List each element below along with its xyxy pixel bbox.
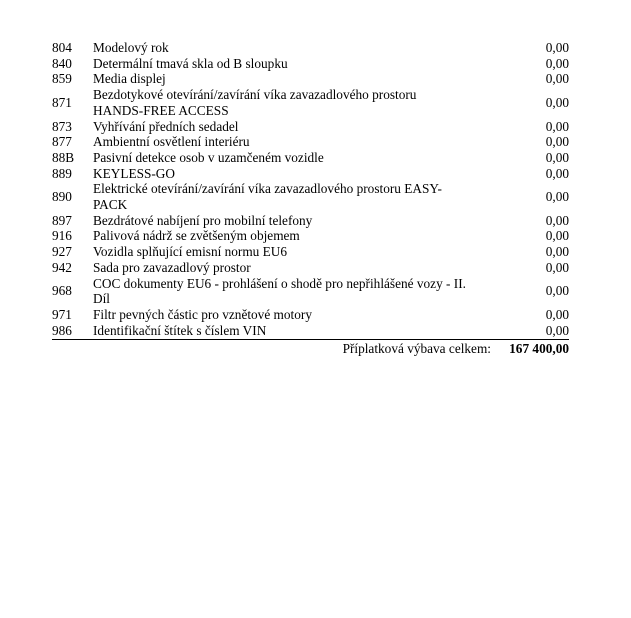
table-row	[52, 87, 569, 118]
item-description: KEYLESS-GO	[93, 165, 175, 181]
item-code: 927	[52, 244, 72, 260]
item-value: 0,00	[545, 283, 569, 299]
item-code: 890	[52, 189, 72, 205]
table-row	[52, 260, 569, 276]
item-description: Determální tmavá skla od B sloupku	[93, 55, 288, 71]
item-description: COC dokumenty EU6 - prohlášení o shodě pro nepřihlášené vozy - II. Díl	[93, 275, 466, 307]
item-description: Vozidla splňující emisní normu EU6	[93, 244, 288, 260]
item-value: 0,00	[545, 118, 569, 134]
total-label: Příplatková výbava celkem:	[342, 341, 491, 357]
item-description: Identifikační štítek s číslem VIN	[93, 322, 267, 338]
item-code: 88B	[52, 149, 75, 165]
item-code: 897	[52, 212, 72, 228]
item-description: Ambientní osvětlení interiéru	[93, 134, 250, 150]
item-description: Elektrické otevírání/zavírání víka zavazadlového prostoru EASY-PACK	[93, 181, 442, 213]
item-description: Filtr pevných částic pro vznětové motory	[93, 306, 312, 322]
item-value: 0,00	[545, 244, 569, 260]
table-row	[52, 228, 569, 244]
table-row	[52, 213, 569, 229]
item-code: 968	[52, 283, 72, 299]
item-code: 971	[52, 306, 72, 322]
item-description: Sada pro zavazadlový prostor	[93, 259, 251, 275]
item-code: 942	[52, 259, 72, 275]
equipment-rows	[52, 40, 569, 338]
item-code: 840	[52, 55, 72, 71]
item-description: Modelový rok	[93, 40, 169, 55]
table-row	[52, 40, 569, 56]
item-code: 986	[52, 322, 72, 338]
item-code: 859	[52, 71, 72, 87]
item-value: 0,00	[545, 165, 569, 181]
item-value: 0,00	[545, 149, 569, 165]
item-value: 0,00	[545, 189, 569, 205]
item-value: 0,00	[545, 134, 569, 150]
item-value: 0,00	[545, 259, 569, 275]
table-row	[52, 134, 569, 150]
item-description: Palivová nádrž se zvětšeným objemem	[93, 228, 300, 244]
item-description: Vyhřívání předních sedadel	[93, 118, 239, 134]
item-value: 0,00	[545, 212, 569, 228]
item-code: 877	[52, 134, 72, 150]
item-value: 0,00	[545, 94, 569, 110]
total-value: 167 400,00	[509, 341, 569, 357]
item-code: 873	[52, 118, 72, 134]
item-code: 804	[52, 40, 72, 55]
item-value: 0,00	[545, 55, 569, 71]
item-value: 0,00	[545, 228, 569, 244]
table-row	[52, 323, 569, 339]
item-description: Media displej	[93, 71, 166, 87]
item-code: 871	[52, 94, 72, 110]
table-row	[52, 244, 569, 260]
item-value: 0,00	[545, 322, 569, 338]
table-row	[52, 119, 569, 135]
table-row	[52, 166, 569, 182]
equipment-table	[52, 40, 569, 357]
table-row	[52, 150, 569, 166]
item-description: Bezdotykové otevírání/zavírání víka zavazadlového prostoru HANDS-FREE ACCESS	[93, 87, 417, 118]
item-code: 916	[52, 228, 72, 244]
item-code: 889	[52, 165, 72, 181]
item-value: 0,00	[545, 71, 569, 87]
item-description: Bezdrátové nabíjení pro mobilní telefony	[93, 212, 313, 228]
table-row	[52, 276, 569, 307]
item-value: 0,00	[545, 40, 569, 55]
table-row	[52, 56, 569, 72]
table-row	[52, 71, 569, 87]
table-row	[52, 181, 569, 212]
item-description: Pasivní detekce osob v uzamčeném vozidle	[93, 149, 324, 165]
table-row	[52, 307, 569, 323]
total-row	[52, 340, 569, 357]
item-value: 0,00	[545, 306, 569, 322]
